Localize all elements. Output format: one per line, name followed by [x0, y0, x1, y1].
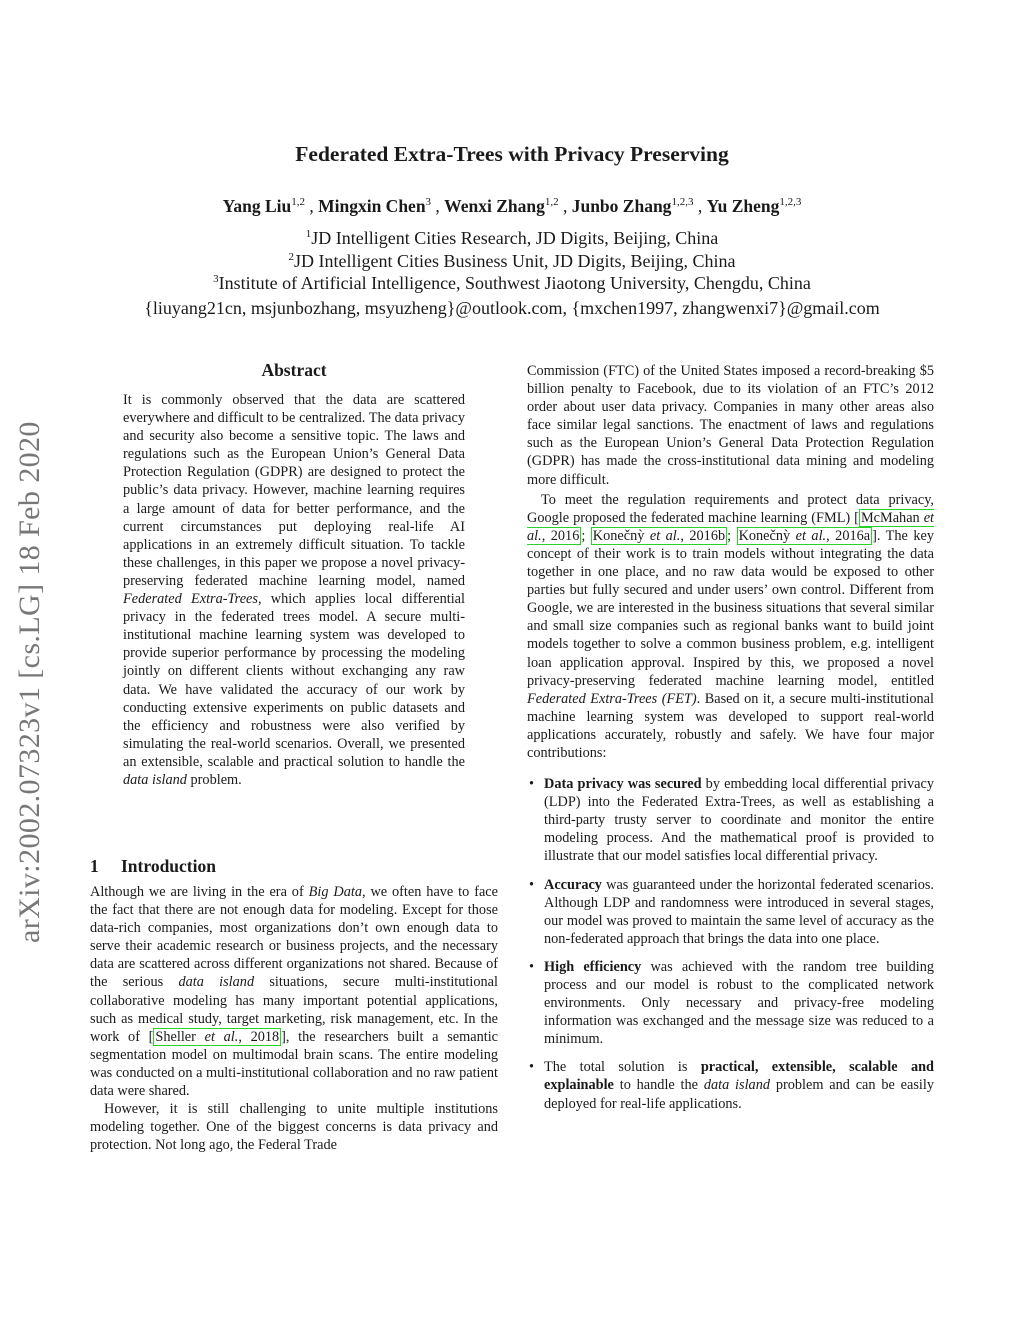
paragraph: Commission (FTC) of the United States imposed a record-breaking $5 billion penalty to Facebook, due to its violation of an FTC’s 2012 order about user data privacy. Companies in many other areas also face similar legal sanctions. The enactment of laws and regulations such as the European Union’s General Data Protection Regulation (GDPR) has made the cross-institutional data mining and modeling more difficult.	[527, 363, 934, 488]
bullet-icon: •	[529, 1059, 535, 1076]
left-column-body	[90, 883, 498, 1154]
emphasis: data island	[703, 1077, 771, 1094]
list-item	[527, 958, 934, 1048]
citation-text: McMahan	[860, 509, 924, 526]
text-run: ;	[581, 527, 591, 544]
affiliation-text: JD Intelligent Cities Business Unit, JD Digits, Beijing, China	[293, 251, 736, 271]
affiliation-text: JD Intelligent Cities Research, JD Digits, Beijing, China	[311, 228, 719, 248]
author-name: Yang Liu	[222, 196, 292, 216]
author-affil-marker: 1,2,3	[779, 196, 802, 209]
author-affil-marker: 1,2,3	[671, 196, 694, 209]
author-name: Yu Zheng	[706, 196, 780, 216]
text-run: situations, secure multi-institutional collaborative modeling has many important potential applications, such as medical study, target marketing, risk management, etc. In the work of [	[90, 974, 498, 1045]
citation-text: Konečnỳ	[738, 527, 796, 544]
citation-emphasis: et al.	[649, 527, 681, 544]
author-name: Mingxin Chen	[318, 196, 426, 216]
paragraph: However, it is still challenging to unite multiple institutions modeling together. One of the biggest concerns is data privacy and protection. Not long ago, the Federal Trade	[90, 1101, 498, 1154]
author-name: Wenxi Zhang	[444, 196, 545, 216]
citation-emphasis: et al.	[527, 509, 935, 544]
text-run: The total solution is	[544, 1059, 701, 1076]
abstract-emphasis: Federated Extra-Trees	[123, 591, 258, 608]
bullet-icon: •	[529, 876, 535, 893]
affiliation	[0, 251, 1024, 271]
text-run: problem and can be easily deployed for real-life applications.	[544, 1077, 934, 1112]
author-affil-marker: 1,2	[544, 196, 559, 209]
citation-emphasis: et al.	[204, 1028, 239, 1045]
bullet-icon: •	[529, 958, 535, 975]
text-run: was achieved with the random tree building process and our model is robust to the complicated network environments. Only necessary and privacy-free modeling information was exchanged and the message size was reduced to a minimum.	[544, 958, 934, 1048]
citation-text: , 2016a	[826, 527, 871, 544]
section-title: Introduction	[121, 856, 216, 876]
text-run: Although we are living in the era of	[90, 884, 309, 900]
text-run: To meet the regulation requirements and protect data privacy, Google proposed the federated machine learning (FML) [	[527, 491, 934, 526]
text-run: ], the researchers built a semantic segmentation model on multimodal brain scans. The entire modeling was conducted on a multi-institutional collaboration and no raw patient data were shared.	[90, 1028, 499, 1100]
citation-link-konecny-2016a[interactable]	[737, 527, 873, 545]
author-affil-marker: 3	[425, 196, 432, 209]
text-run: was guaranteed under the horizontal federated scenarios. Although LDP and randomness were introduced in several stages, our model was proved to maintain the same level of accuracy as the non-federated approach that brings the data into one place.	[544, 876, 934, 947]
bold-text: practical, extensible, scalable and explainable	[544, 1059, 935, 1094]
author-list: Yang Liu$^{1,2}$ , Mingxin Chen$^3$ , Wenxi Zhang$^{1,2}$ , Junbo Zhang$^{1,2,3}$ , Yu Zheng$^{1,2,3}$	[222, 196, 802, 216]
bullet-icon: •	[529, 776, 535, 793]
abstract-text: problem.	[186, 771, 242, 788]
citation-link-sheller[interactable]	[153, 1028, 281, 1046]
affiliation-marker: 3	[213, 273, 219, 285]
text-run: . Based on it, a secure multi-institutional machine learning system was developed to support real-world applications accurately, robustly and safely. We have four major contributions:	[527, 690, 934, 761]
text-run: by embedding local differential privacy (LDP) into the Federated Extra-Trees, as well as establishing a third-party trusty server to coordinate and monitor the entire modeling process. And the mathematical proof is provided to illustrate that our model satisfies local differential privacy.	[544, 776, 934, 865]
emphasis: data island	[178, 974, 255, 991]
arxiv-identifier-stamp: arXiv:2002.07323v1 [cs.LG] 18 Feb 2020	[13, 421, 46, 943]
bold-text: Data privacy was secured	[544, 776, 702, 793]
abstract-emphasis: data island	[123, 771, 187, 788]
text-run: ;	[727, 527, 737, 544]
author-name: Junbo Zhang	[571, 196, 672, 216]
paragraph	[90, 883, 498, 1100]
citation-text: , 2018	[238, 1028, 280, 1045]
affiliation	[0, 228, 1024, 248]
text-run: ]. The key concept of their work is to train models without integrating the data together in one place, and no raw data would be exposed to other parties but fully secured and under users’ own control. Different from Google, we are interested in the business situations that several similar and small size companies such as regional banks want to build joint models together to solve a common business problem, e.g. intelligent loan application approval. Inspired by this, we proposed a novel privacy-preserving federated machine learning model, entitled	[527, 527, 934, 689]
text-run: to handle the	[613, 1077, 704, 1094]
author-affil-marker: 1,2	[291, 196, 305, 209]
citation-text: , 2016	[541, 527, 580, 544]
paragraph	[527, 491, 934, 762]
paper-title: Federated Extra-Trees with Privacy Preserving	[295, 142, 729, 166]
affiliation-marker: 2	[288, 251, 294, 263]
citation-text: , 2016b	[680, 527, 726, 544]
right-column-body	[527, 362, 934, 1123]
affiliation	[0, 273, 1024, 293]
text-run: , we often have to face the fact that there are not enough data for modeling. Except for those data-rich companies, most organizations don’t own enough data to serve their academic research or business projects, and the necessary data are scattered across different organizations not shared. Because of the serious	[90, 884, 498, 991]
list-item	[527, 1058, 934, 1112]
bold-text: Accuracy	[544, 876, 602, 893]
affiliation-marker: 1	[305, 228, 312, 240]
list-item	[527, 876, 934, 948]
list-item	[527, 775, 934, 865]
affiliation-text: Institute of Artificial Intelligence, Southwest Jiaotong University, Chengdu, China	[218, 273, 811, 293]
citation-emphasis: et al.	[795, 527, 827, 544]
emphasis: Federated Extra-Trees (FET)	[527, 690, 697, 707]
citation-text: Konečnỳ	[592, 527, 650, 544]
abstract-text: , which applies local differential privacy in the federated trees model. A secure multi-institutional machine learning system was developed to provide superior performance by processing the modeling jointly on different clients without exchanging any raw data. We have validated the accuracy of our work by conducting extensive experiments on public datasets and the efficiency and robustness were also verified by simulating the real-world scenarios. Overall, we presented an extensible, scalable and practical solution to handle the	[123, 591, 465, 770]
citation-text: Sheller	[155, 1028, 205, 1045]
section-number: 1	[90, 856, 99, 876]
abstract-text: It is commonly observed that the data are scattered everywhere and difficult to be centralized. The data privacy and security also become a sensitive topic. The laws and regulations such as the European Union’s General Data Protection Regulation (GDPR) are designed to protect the public’s data privacy. However, machine learning requires a large amount of data for better performance, and the current circumstances put deploying real-life AI applications in an extremely difficult situation. To tackle these challenges, in this paper we propose a novel privacy-preserving federated machine learning model, named	[123, 392, 465, 589]
bold-text: High efficiency	[544, 958, 642, 975]
abstract-body	[123, 391, 465, 789]
author-emails: {liuyang21cn, msjunbozhang, msyuzheng}@outlook.com, {mxchen1997, zhangwenxi7}@gmail.com	[144, 298, 880, 318]
abstract-heading: Abstract	[261, 360, 327, 380]
emphasis: Big Data	[308, 884, 362, 900]
citation-link-konecny-2016b[interactable]	[591, 527, 727, 545]
section-heading-introduction	[90, 856, 500, 877]
contributions-list	[527, 775, 934, 1113]
